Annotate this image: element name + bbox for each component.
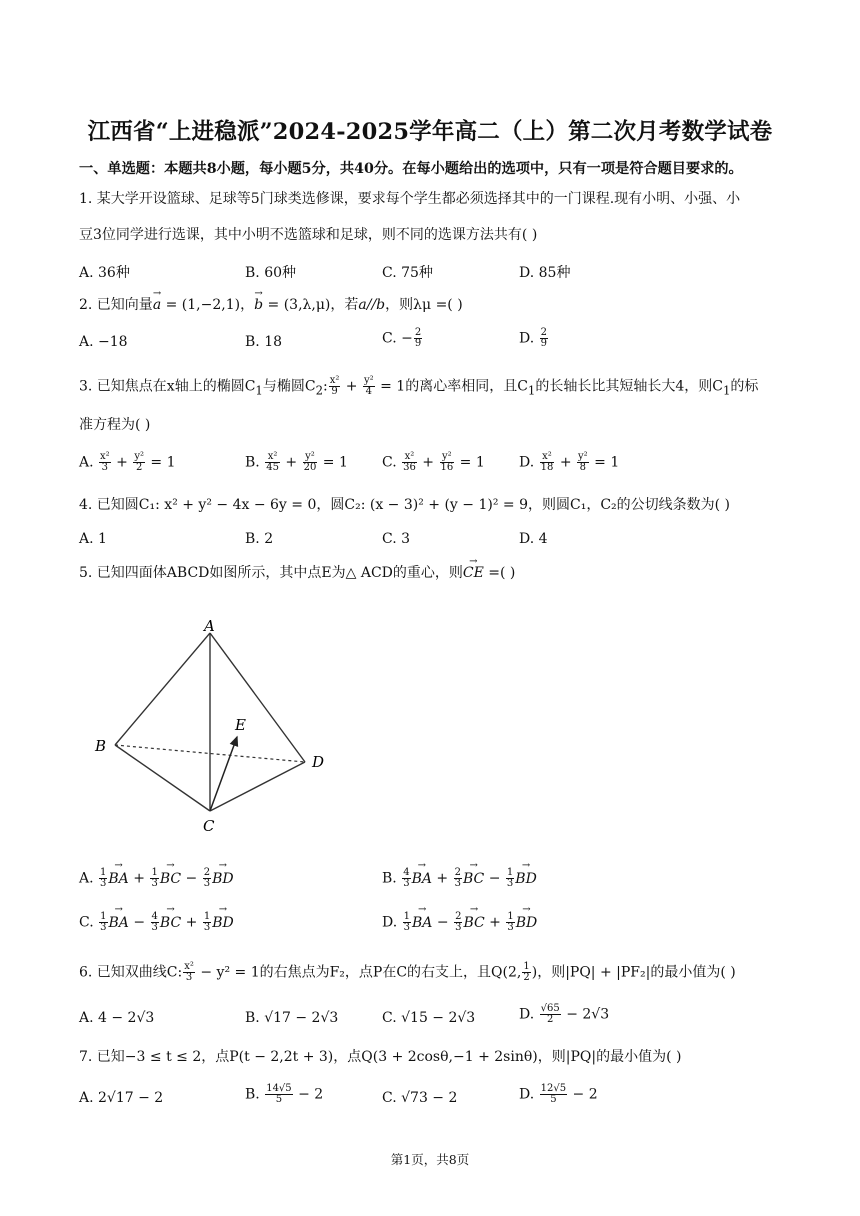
operator: − <box>432 914 454 931</box>
y-term <box>133 452 145 473</box>
q2-option-d-label: D. <box>519 330 539 347</box>
numerator: 1 <box>507 911 514 922</box>
vector-bd: → BD <box>515 871 537 887</box>
page-footer: 第1页，共8页 <box>390 1152 470 1167</box>
q3-part6: 的标 <box>730 378 759 395</box>
q7-option-a: A. 2√17 − 2 <box>79 1090 164 1106</box>
q3-line2: 准方程为( ) <box>79 417 151 433</box>
q2-option-b: B. 18 <box>245 334 283 350</box>
denominator: 3 <box>151 922 158 933</box>
option-label: B. <box>245 454 265 471</box>
option-label: D. <box>519 454 539 471</box>
vector-ba: → BA <box>108 871 128 887</box>
tetrahedron-figure <box>90 615 340 840</box>
coefficient <box>203 912 211 933</box>
numerator: 2 <box>454 867 461 878</box>
q7-stem: 7. 已知−3 ≤ t ≤ 2，点P(t − 2,2t + 3)，点Q(3 + 2cosθ,−1 + 2sinθ)，则|PQ|的最小值为( ) <box>79 1049 682 1065</box>
option-label: A. <box>79 454 99 471</box>
numerator: 4 <box>403 867 410 878</box>
coefficient <box>454 912 462 933</box>
q6-stem <box>79 962 736 983</box>
edge-cd <box>210 762 305 811</box>
q7-option-b-tail: − 2 <box>293 1086 324 1103</box>
vector-bc: → BC <box>160 915 181 931</box>
denominator: 3 <box>507 922 514 933</box>
q3-part3: : <box>322 378 328 395</box>
numerator: 2 <box>203 867 211 878</box>
q6-option-d-fraction <box>540 1004 561 1025</box>
label-e: E <box>235 716 246 734</box>
denominator: 9 <box>331 386 338 397</box>
q3-line1: 3. 已知焦点在x轴上的椭圆$C_1$与椭圆$C_2$: $\frac{\text{x²}}{9}$ + $\frac{\text{y²}}{4}$ = 1的离心率相同，且$C_1$的长轴长比其短轴长大4，则$C_1$的标 <box>79 375 759 398</box>
numerator: 4 <box>151 911 158 922</box>
denominator: 36 <box>403 462 416 473</box>
operator: + <box>128 870 150 887</box>
q3-part4: = 1的离心率相同，且C <box>375 378 528 395</box>
numerator: x² <box>184 961 194 972</box>
q2-option-c <box>382 328 423 349</box>
q3-option-c: C. $\frac{\text{x²}}{36}$ + $\frac{\text{y²}}{16}$ = 1 <box>382 451 485 473</box>
q3-sub2: 2 <box>315 383 323 398</box>
denominator: 3 <box>101 462 109 473</box>
vector-bd: → BD <box>212 871 234 887</box>
denominator: 4 <box>365 386 373 397</box>
q3-frac-x <box>329 376 341 397</box>
vector-bc: → BC <box>463 871 484 887</box>
q1-option-b: B. 60种 <box>245 265 297 281</box>
numerator: y² <box>134 451 144 462</box>
operator: − <box>181 870 202 887</box>
q1-option-a: A. 36种 <box>79 265 130 281</box>
option-label: C. <box>382 454 402 471</box>
numerator: 2 <box>414 327 422 338</box>
denominator: 3 <box>151 878 158 889</box>
q7-option-d-label: D. <box>519 1086 539 1103</box>
q6-option-b: B. √17 − 2√3 <box>245 1010 339 1026</box>
numerator: y² <box>303 452 318 463</box>
numerator: 14√5 <box>266 1083 292 1094</box>
q2-stem <box>79 296 463 314</box>
q5-option-a <box>79 868 234 889</box>
numerator: √65 <box>540 1003 560 1014</box>
vector-bd: → BD <box>516 915 538 931</box>
q3-sub3: 1 <box>527 383 536 398</box>
q6-part2: − y² = 1的右焦点为F₂，点P在C的右支上，且Q(2, <box>195 964 522 981</box>
edge-bc <box>115 745 210 811</box>
vector-ce: → CE <box>463 564 484 582</box>
x-term <box>402 452 417 473</box>
vector-ba: → BA <box>412 871 432 887</box>
denominator: 20 <box>303 462 317 473</box>
q4-option-b: B. 2 <box>245 531 274 547</box>
coefficient <box>506 868 514 889</box>
coefficient <box>151 912 159 933</box>
denominator: 5 <box>550 1094 557 1105</box>
q2-option-c-fraction <box>414 328 422 349</box>
numerator: 1 <box>523 961 530 972</box>
numerator: x² <box>100 451 110 462</box>
numerator: 2 <box>540 327 548 338</box>
vector-bc: → BC <box>463 915 484 931</box>
vector-ba: → BA <box>412 915 432 931</box>
q6-option-d-label: D. <box>519 1006 539 1023</box>
q5-option-c <box>79 912 234 933</box>
numerator: x² <box>402 452 417 463</box>
numerator: y² <box>578 451 588 462</box>
operator: + <box>484 914 506 931</box>
vector-bd: → BD <box>212 915 234 931</box>
edge-ab <box>115 633 210 745</box>
exam-title: 江西省“上进稳派”2024-2025学年高二（上）第二次月考数学试卷 <box>87 119 773 145</box>
q4-option-a: A. 1 <box>79 531 107 547</box>
label-b: B <box>95 737 107 755</box>
q3-option-b: B. $\frac{\text{x²}}{45}$ + $\frac{\text{y²}}{20}$ = 1 <box>245 451 348 473</box>
option-label: C. <box>79 914 99 931</box>
denominator: 3 <box>506 878 514 889</box>
option-label: A. <box>79 870 99 887</box>
coefficient <box>99 912 107 933</box>
q6-frac-half <box>522 962 530 983</box>
denominator: 3 <box>185 972 193 983</box>
q6-frac <box>183 962 195 983</box>
denominator: 16 <box>440 462 454 473</box>
q3-sub4: 1 <box>722 383 731 398</box>
denominator: 3 <box>100 922 107 933</box>
denominator: 5 <box>275 1094 283 1105</box>
numerator: 12√5 <box>540 1083 567 1094</box>
numerator: 1 <box>403 911 411 922</box>
q5-option-d <box>382 912 537 933</box>
y-term <box>577 452 589 473</box>
vector-a: → a <box>153 296 161 314</box>
q5-option-b <box>382 868 537 889</box>
q7-option-b <box>245 1084 323 1105</box>
numerator: 1 <box>151 867 158 878</box>
q5-stem <box>79 564 515 582</box>
coefficient <box>203 868 211 889</box>
denominator: 3 <box>203 922 211 933</box>
x-term <box>540 452 555 473</box>
numerator: 1 <box>100 911 107 922</box>
option-label: B. <box>382 870 402 887</box>
q2-prefix: 2. 已知向量 <box>79 297 153 313</box>
denominator: 9 <box>540 338 548 349</box>
q2-option-d-fraction <box>540 328 548 349</box>
q6-option-c: C. √15 − 2√3 <box>382 1010 476 1026</box>
q6-part3: )，则|PQ| + |PF₂|的最小值为( ) <box>531 964 736 981</box>
q6-option-d <box>519 1004 609 1025</box>
denominator: 45 <box>266 462 279 473</box>
q4-option-d: D. 4 <box>519 531 548 547</box>
numerator: y² <box>364 375 374 386</box>
q6-option-d-tail: − 2√3 <box>561 1006 610 1023</box>
numerator: y² <box>440 452 455 463</box>
numerator: 1 <box>100 867 107 878</box>
operator: + <box>431 870 453 887</box>
q2-option-d <box>519 328 549 349</box>
numerator: 2 <box>455 911 462 922</box>
q2-eq1: = (1,−2,1)， <box>161 297 255 313</box>
denominator: 3 <box>100 878 107 889</box>
coefficient <box>402 868 410 889</box>
section-header: 一、单选题：本题共8小题，每小题5分，共40分。在每小题给出的选项中，只有一项是符合题目要求的。 <box>79 161 743 177</box>
denominator: 3 <box>454 878 461 889</box>
q3-part1: 3. 已知焦点在x轴上的椭圆C <box>79 378 256 395</box>
coefficient <box>403 912 411 933</box>
q7-option-b-fraction <box>265 1084 292 1105</box>
denominator: 2 <box>523 972 530 983</box>
q7-option-d <box>519 1084 598 1105</box>
q4-stem: 4. 已知圆C₁: x² + y² − 4x − 6y = 0，圆C₂: (x − 3)² + (y − 1)² = 9，则圆C₁，C₂的公切线条数为( ) <box>79 497 731 513</box>
q6-part1: 6. 已知双曲线C: <box>79 964 183 981</box>
q7-option-d-tail: − 2 <box>568 1086 598 1103</box>
coefficient <box>150 868 158 889</box>
vector-b: → b <box>254 296 263 314</box>
q3-part5: 的长轴长比其短轴长大4，则C <box>535 378 723 395</box>
label-c: C <box>203 817 215 835</box>
q3-option-d: D. $\frac{\text{x²}}{18}$ + $\frac{\text{y²}}{8}$ = 1 <box>519 451 620 473</box>
numerator: x² <box>265 452 280 463</box>
numerator: 1 <box>506 867 514 878</box>
q5-suffix: =( ) <box>483 565 516 581</box>
q5-text: 5. 已知四面体ABCD如图所示，其中点E为△ ACD的重心，则 <box>79 565 463 581</box>
denominator: 3 <box>403 878 410 889</box>
operator: + <box>181 914 202 931</box>
operator: − <box>484 870 505 887</box>
denominator: 9 <box>414 338 422 349</box>
q1-line2: 豆3位同学进行选课，其中小明不选篮球和足球，则不同的选课方法共有( ) <box>79 227 538 243</box>
q2-option-c-label: C. − <box>382 330 413 347</box>
coefficient <box>506 912 514 933</box>
q1-line1: 1. 某大学开设篮球、足球等5门球类选修课，要求每个学生都必须选择其中的一门课程.现有小明、小强、小 <box>79 191 741 207</box>
denominator: 2 <box>135 462 143 473</box>
x-term <box>265 452 280 473</box>
coefficient <box>99 868 107 889</box>
denominator: 18 <box>540 462 554 473</box>
q6-option-a: A. 4 − 2√3 <box>79 1010 155 1026</box>
q4-option-c: C. 3 <box>382 531 411 547</box>
q7-option-d-fraction <box>540 1084 567 1105</box>
label-d: D <box>312 753 325 771</box>
denominator: 2 <box>547 1014 554 1025</box>
x-term <box>99 452 111 473</box>
vector-bc: → BC <box>160 871 181 887</box>
edge-ad <box>210 633 305 762</box>
q3-frac-y <box>363 376 375 397</box>
coefficient <box>454 868 462 889</box>
numerator: x² <box>329 375 340 386</box>
y-term <box>440 452 455 473</box>
vector-ba: → BA <box>109 915 129 931</box>
q2-suffix: ，则λμ =( ) <box>385 297 463 313</box>
q3-part2: 与椭圆C <box>262 378 316 395</box>
y-term <box>303 452 318 473</box>
denominator: 3 <box>455 922 462 933</box>
denominator: 3 <box>203 878 211 889</box>
q3-sub1: 1 <box>255 383 263 398</box>
q2-parallel: a//b <box>358 297 386 313</box>
q3-option-a: A. $\frac{\text{x²}}{3}$ + $\frac{\text{y²}}{2}$ = 1 <box>79 451 176 473</box>
denominator: 3 <box>403 922 411 933</box>
denominator: 8 <box>579 462 587 473</box>
numerator: x² <box>540 452 555 463</box>
operator: − <box>128 914 150 931</box>
q7-option-c: C. √73 − 2 <box>382 1090 458 1106</box>
q1-option-c: C. 75种 <box>382 265 433 281</box>
q1-option-d: D. 85种 <box>519 265 571 281</box>
option-label: D. <box>382 914 402 931</box>
q2-option-a: A. −18 <box>79 334 128 350</box>
label-a: A <box>204 617 215 635</box>
numerator: 1 <box>203 911 211 922</box>
q2-eq2: = (3,λ,μ)，若 <box>263 297 359 313</box>
q7-option-b-label: B. <box>245 1086 265 1103</box>
